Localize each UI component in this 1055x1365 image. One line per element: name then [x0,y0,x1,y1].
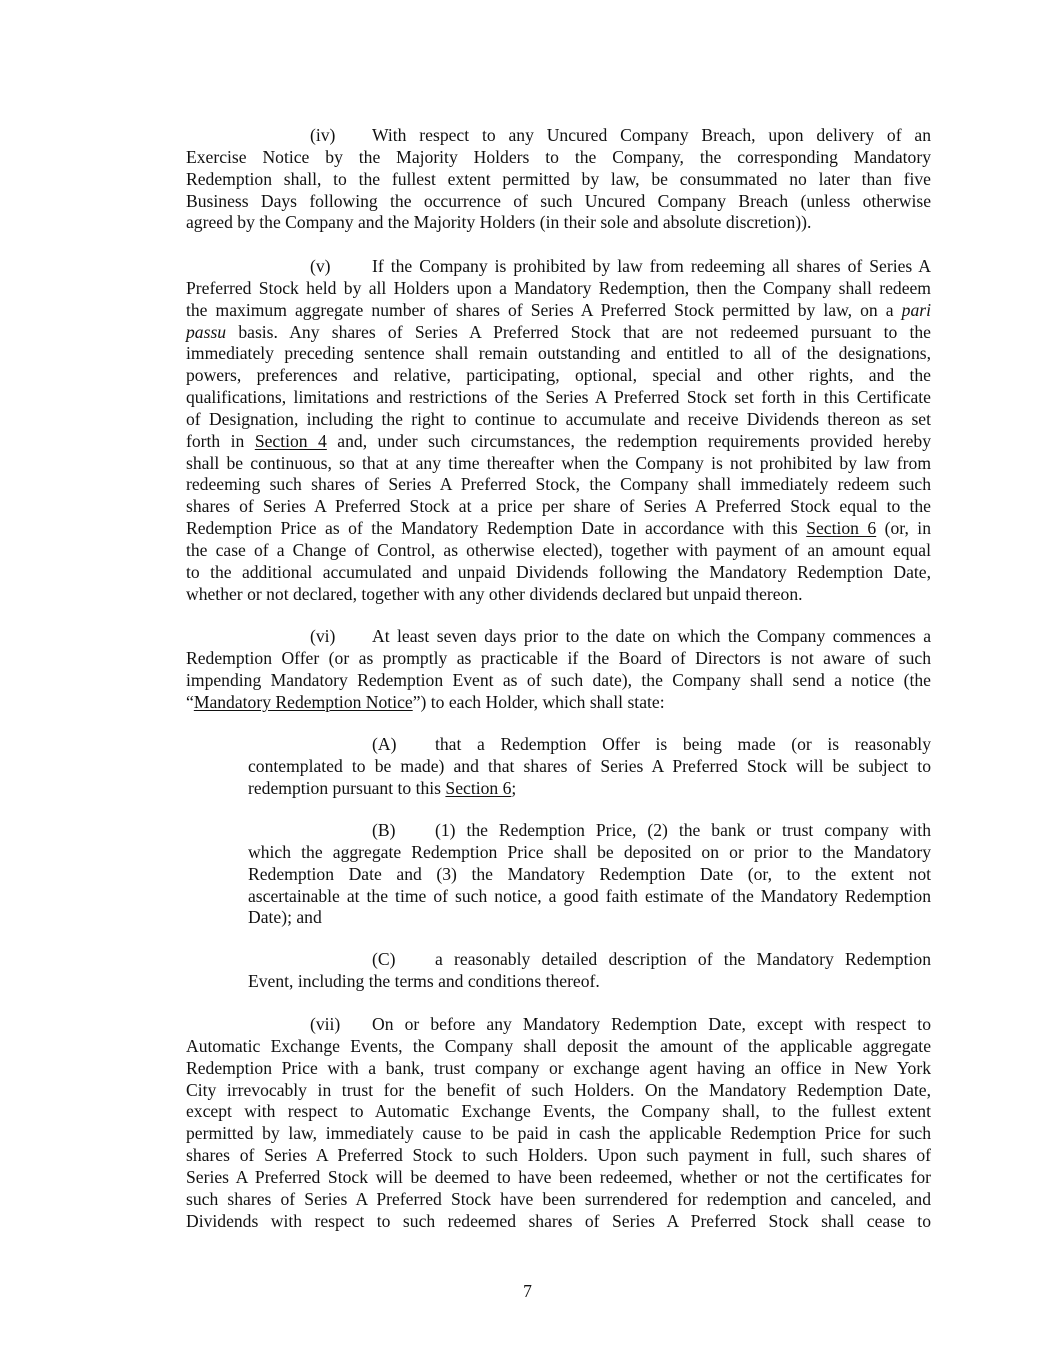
page-number: 7 [523,1281,532,1301]
cross-reference-link[interactable]: Section 6 [445,777,512,798]
text-line: which the aggregate Redemption Price shall be deposited on or prior to the Mandatory [248,841,931,862]
text-line: (v) If the Company is prohibited by law from redeeming all shares of Series A [310,256,931,276]
text-line: (vi) At least seven days prior to the date on which the Company commences a [310,626,931,646]
paragraph-label: (vi) [310,626,336,646]
text-line: to the additional accumulated and unpaid Dividends following the Mandatory Redemption Date, [186,561,931,582]
text-line: “Mandatory Redemption Notice”) to each Holder, which shall state: [186,691,665,712]
paragraph-iv [186,125,931,234]
paragraph-label: (vii) [310,1014,341,1034]
text-line: Automatic Exchange Events, the Company shall deposit the amount of the applicable aggregate [186,1035,931,1056]
text-line: (vii) On or before any Mandatory Redemption Date, except with respect to [310,1014,931,1034]
text-line: whether or not declared, together with any other dividends declared but unpaid thereon. [186,583,803,604]
text-line: shall be continuous, so that at any time thereafter when the Company is not prohibited by law from [186,452,931,473]
italic-term: pari [901,299,931,320]
text-line: of Designation, including the right to continue to accumulate and receive Dividends thereon as set [186,408,931,429]
text-line: immediately preceding sentence shall remain outstanding and entitled to all of the designations, [186,343,931,364]
cross-reference-link[interactable]: Section 6 [806,518,877,539]
text-line: Redemption shall, to the fullest extent permitted by law, be consummated no later than five [186,168,931,189]
text-line: (iv) With respect to any Uncured Company Breach, upon delivery of an [310,125,931,145]
text-line: ascertainable at the time of such notice, a good faith estimate of the Mandatory Redemption [248,885,931,906]
paragraph-v [186,256,931,606]
text-line: Redemption Price as of the Mandatory Redemption Date in accordance with this Section 6 (or, in [186,518,931,539]
text-line: Event, including the terms and conditions thereof. [248,970,600,991]
text-line: qualifications, limitations and restrictions of the Series A Preferred Stock set forth in this Certificate [186,387,931,408]
paragraph-A [248,734,931,800]
text-line: the maximum aggregate number of shares of Series A Preferred Stock permitted by law, on a pari [186,299,931,320]
text-line: Dividends with respect to such redeemed shares of Series A Preferred Stock shall cease to [186,1210,931,1231]
text-line: the case of a Change of Control, as otherwise elected), together with payment of an amount equal [186,539,931,560]
text-line: except with respect to Automatic Exchange Events, the Company shall, to the fullest extent [186,1101,931,1122]
text-line: Redemption Price with a bank, trust company or exchange agent having an office in New York [186,1057,931,1078]
paragraph-label: (A) [372,734,397,754]
text-line: contemplated to be made) and that shares of Series A Preferred Stock will be subject to [248,755,931,776]
text-line: impending Mandatory Redemption Event as of such date), the Company shall send a notice (the [186,669,931,690]
text-line: (C) a reasonably detailed description of the Mandatory Redemption [372,949,931,969]
text-line: Redemption Offer (or as promptly as practicable if the Board of Directors is not aware of such [186,647,931,668]
text-line: redemption pursuant to this Section 6; [248,777,517,798]
paragraph-label: (B) [372,820,396,840]
text-line: Date); and [248,907,322,928]
text-line: such shares of Series A Preferred Stock have been surrendered for redemption and canceled, and [186,1188,931,1209]
text-line: powers, preferences and relative, participating, optional, special and other rights, and the [186,365,931,386]
cross-reference-link[interactable]: Mandatory Redemption Notice [193,691,413,712]
text-line: (A) that a Redemption Offer is being made (or is reasonably [372,734,931,754]
text-line: forth in Section 4 and, under such circumstances, the redemption requirements provided hereby [186,430,931,451]
paragraph-B [248,820,931,929]
text-line: agreed by the Company and the Majority Holders (in their sole and absolute discretion)). [186,212,812,233]
text-line: Business Days following the occurrence of such Uncured Company Breach (unless otherwise [186,190,931,211]
text-line: Series A Preferred Stock will be deemed to have been redeemed, whether or not the certificates for [186,1166,931,1187]
cross-reference-link[interactable]: Section 4 [254,430,327,451]
text-line: shares of Series A Preferred Stock to such Holders. Upon such payment in full, such shares of [186,1145,931,1166]
italic-term: passu [186,321,227,342]
text-line: Preferred Stock held by all Holders upon a Mandatory Redemption, then the Company shall redeem [186,277,931,298]
text-line: (B) (1) the Redemption Price, (2) the bank or trust company with [372,820,931,840]
paragraph-label: (iv) [310,125,336,145]
paragraph-label: (C) [372,949,396,969]
text-line: permitted by law, immediately cause to be paid in cash the applicable Redemption Price for such [186,1123,931,1144]
text-line: passu basis. Any shares of Series A Preferred Stock that are not redeemed pursuant to the [186,321,931,342]
paragraph-vi [186,626,931,713]
text-line: Redemption Date and (3) the Mandatory Redemption Date (or, to the extent not [248,863,931,884]
paragraph-vii [186,1014,931,1232]
paragraph-C [248,949,931,993]
text-line: Exercise Notice by the Majority Holders to the Company, the corresponding Mandatory [186,146,931,167]
paragraph-label: (v) [310,256,331,276]
text-line: shares of Series A Preferred Stock at a price per share of Series A Preferred Stock equal to the [186,496,931,517]
text-line: City irrevocably in trust for the benefit of such Holders. On the Mandatory Redemption Date, [186,1079,931,1100]
text-line: redeeming such shares of Series A Preferred Stock, the Company shall immediately redeem such [186,474,931,495]
